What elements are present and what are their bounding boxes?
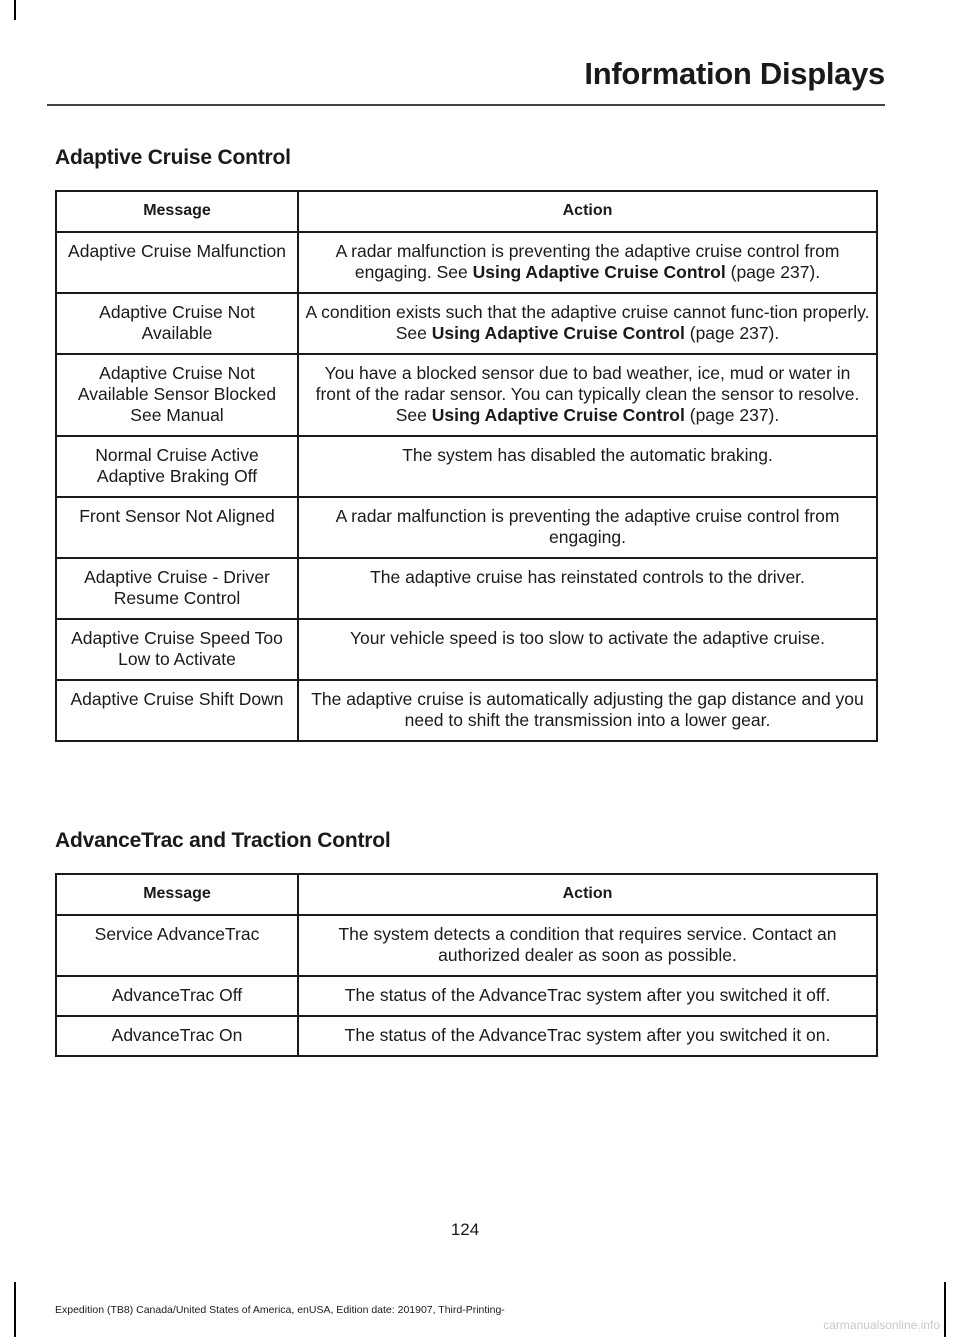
section-title-advancetrac: AdvanceTrac and Traction Control: [55, 829, 391, 852]
message-cell: Service AdvanceTrac: [56, 915, 298, 976]
advancetrac-table: [55, 873, 878, 1057]
crop-mark-bottom-right: [944, 1282, 946, 1337]
column-header-action: Action: [298, 874, 877, 915]
cross-reference-link[interactable]: Using Adaptive Cruise Control: [431, 405, 685, 425]
footer-edition-info: Expedition (TB8) Canada/United States of America, enUSA, Edition date: 201907, Third-Printing-: [55, 1304, 505, 1316]
message-cell: Adaptive Cruise Not Available Sensor Blocked See Manual: [56, 354, 298, 436]
table-row: [56, 558, 877, 619]
action-text: A radar malfunction is preventing the adaptive cruise control from engaging. See: [335, 241, 840, 282]
page-reference: (page 237).: [725, 262, 821, 282]
crop-mark-top-left: [14, 0, 16, 20]
watermark: carmanualsonline.info: [823, 1318, 940, 1332]
header-divider: [47, 104, 885, 106]
message-cell: Adaptive Cruise Shift Down: [56, 680, 298, 741]
message-cell: Front Sensor Not Aligned: [56, 497, 298, 558]
action-cell: The status of the AdvanceTrac system after you switched it on.: [298, 1016, 877, 1056]
action-cell: The status of the AdvanceTrac system after you switched it off.: [298, 976, 877, 1016]
page-number: 124: [450, 1220, 480, 1239]
action-cell: [298, 232, 877, 293]
cross-reference-link[interactable]: Using Adaptive Cruise Control: [472, 262, 726, 282]
adaptive-cruise-table: [55, 190, 878, 742]
crop-mark-bottom-left: [14, 1282, 16, 1337]
table-row: [56, 293, 877, 354]
table-row: [56, 497, 877, 558]
page-reference: (page 237).: [684, 323, 780, 343]
message-cell: Adaptive Cruise Speed Too Low to Activate: [56, 619, 298, 680]
page-header-title: Information Displays: [584, 56, 885, 91]
table-row: [56, 436, 877, 497]
action-text: A condition exists such that the adaptive cruise cannot func-tion properly. See: [305, 302, 870, 343]
message-cell: Adaptive Cruise Malfunction: [56, 232, 298, 293]
action-cell: Your vehicle speed is too slow to activate the adaptive cruise.: [298, 619, 877, 680]
column-header-message: Message: [56, 874, 298, 915]
action-cell: The system has disabled the automatic braking.: [298, 436, 877, 497]
table-row: [56, 619, 877, 680]
action-cell: The adaptive cruise is automatically adjusting the gap distance and you need to shift the transmission into a lower gear.: [298, 680, 877, 741]
table-row: [56, 1016, 877, 1056]
table-row: [56, 232, 877, 293]
table-row: [56, 915, 877, 976]
page-reference: (page 237).: [684, 405, 780, 425]
action-cell: The adaptive cruise has reinstated controls to the driver.: [298, 558, 877, 619]
table-header-row: [56, 191, 877, 232]
column-header-action: Action: [298, 191, 877, 232]
table-row: [56, 976, 877, 1016]
cross-reference-link[interactable]: Using Adaptive Cruise Control: [431, 323, 685, 343]
column-header-message: Message: [56, 191, 298, 232]
message-cell: Adaptive Cruise Not Available: [56, 293, 298, 354]
table-row: [56, 354, 877, 436]
action-cell: [298, 293, 877, 354]
message-cell: Adaptive Cruise - Driver Resume Control: [56, 558, 298, 619]
table-header-row: [56, 874, 877, 915]
message-cell: Normal Cruise Active Adaptive Braking Off: [56, 436, 298, 497]
action-cell: A radar malfunction is preventing the adaptive cruise control from engaging.: [298, 497, 877, 558]
message-cell: AdvanceTrac On: [56, 1016, 298, 1056]
action-cell: The system detects a condition that requires service. Contact an authorized dealer as soon as possible.: [298, 915, 877, 976]
message-cell: AdvanceTrac Off: [56, 976, 298, 1016]
section-title-adaptive-cruise: Adaptive Cruise Control: [55, 146, 291, 169]
table-row: [56, 680, 877, 741]
action-cell: [298, 354, 877, 436]
action-text: You have a blocked sensor due to bad weather, ice, mud or water in front of the radar sensor. You can typically clean the sensor to resolve. See: [315, 363, 860, 425]
